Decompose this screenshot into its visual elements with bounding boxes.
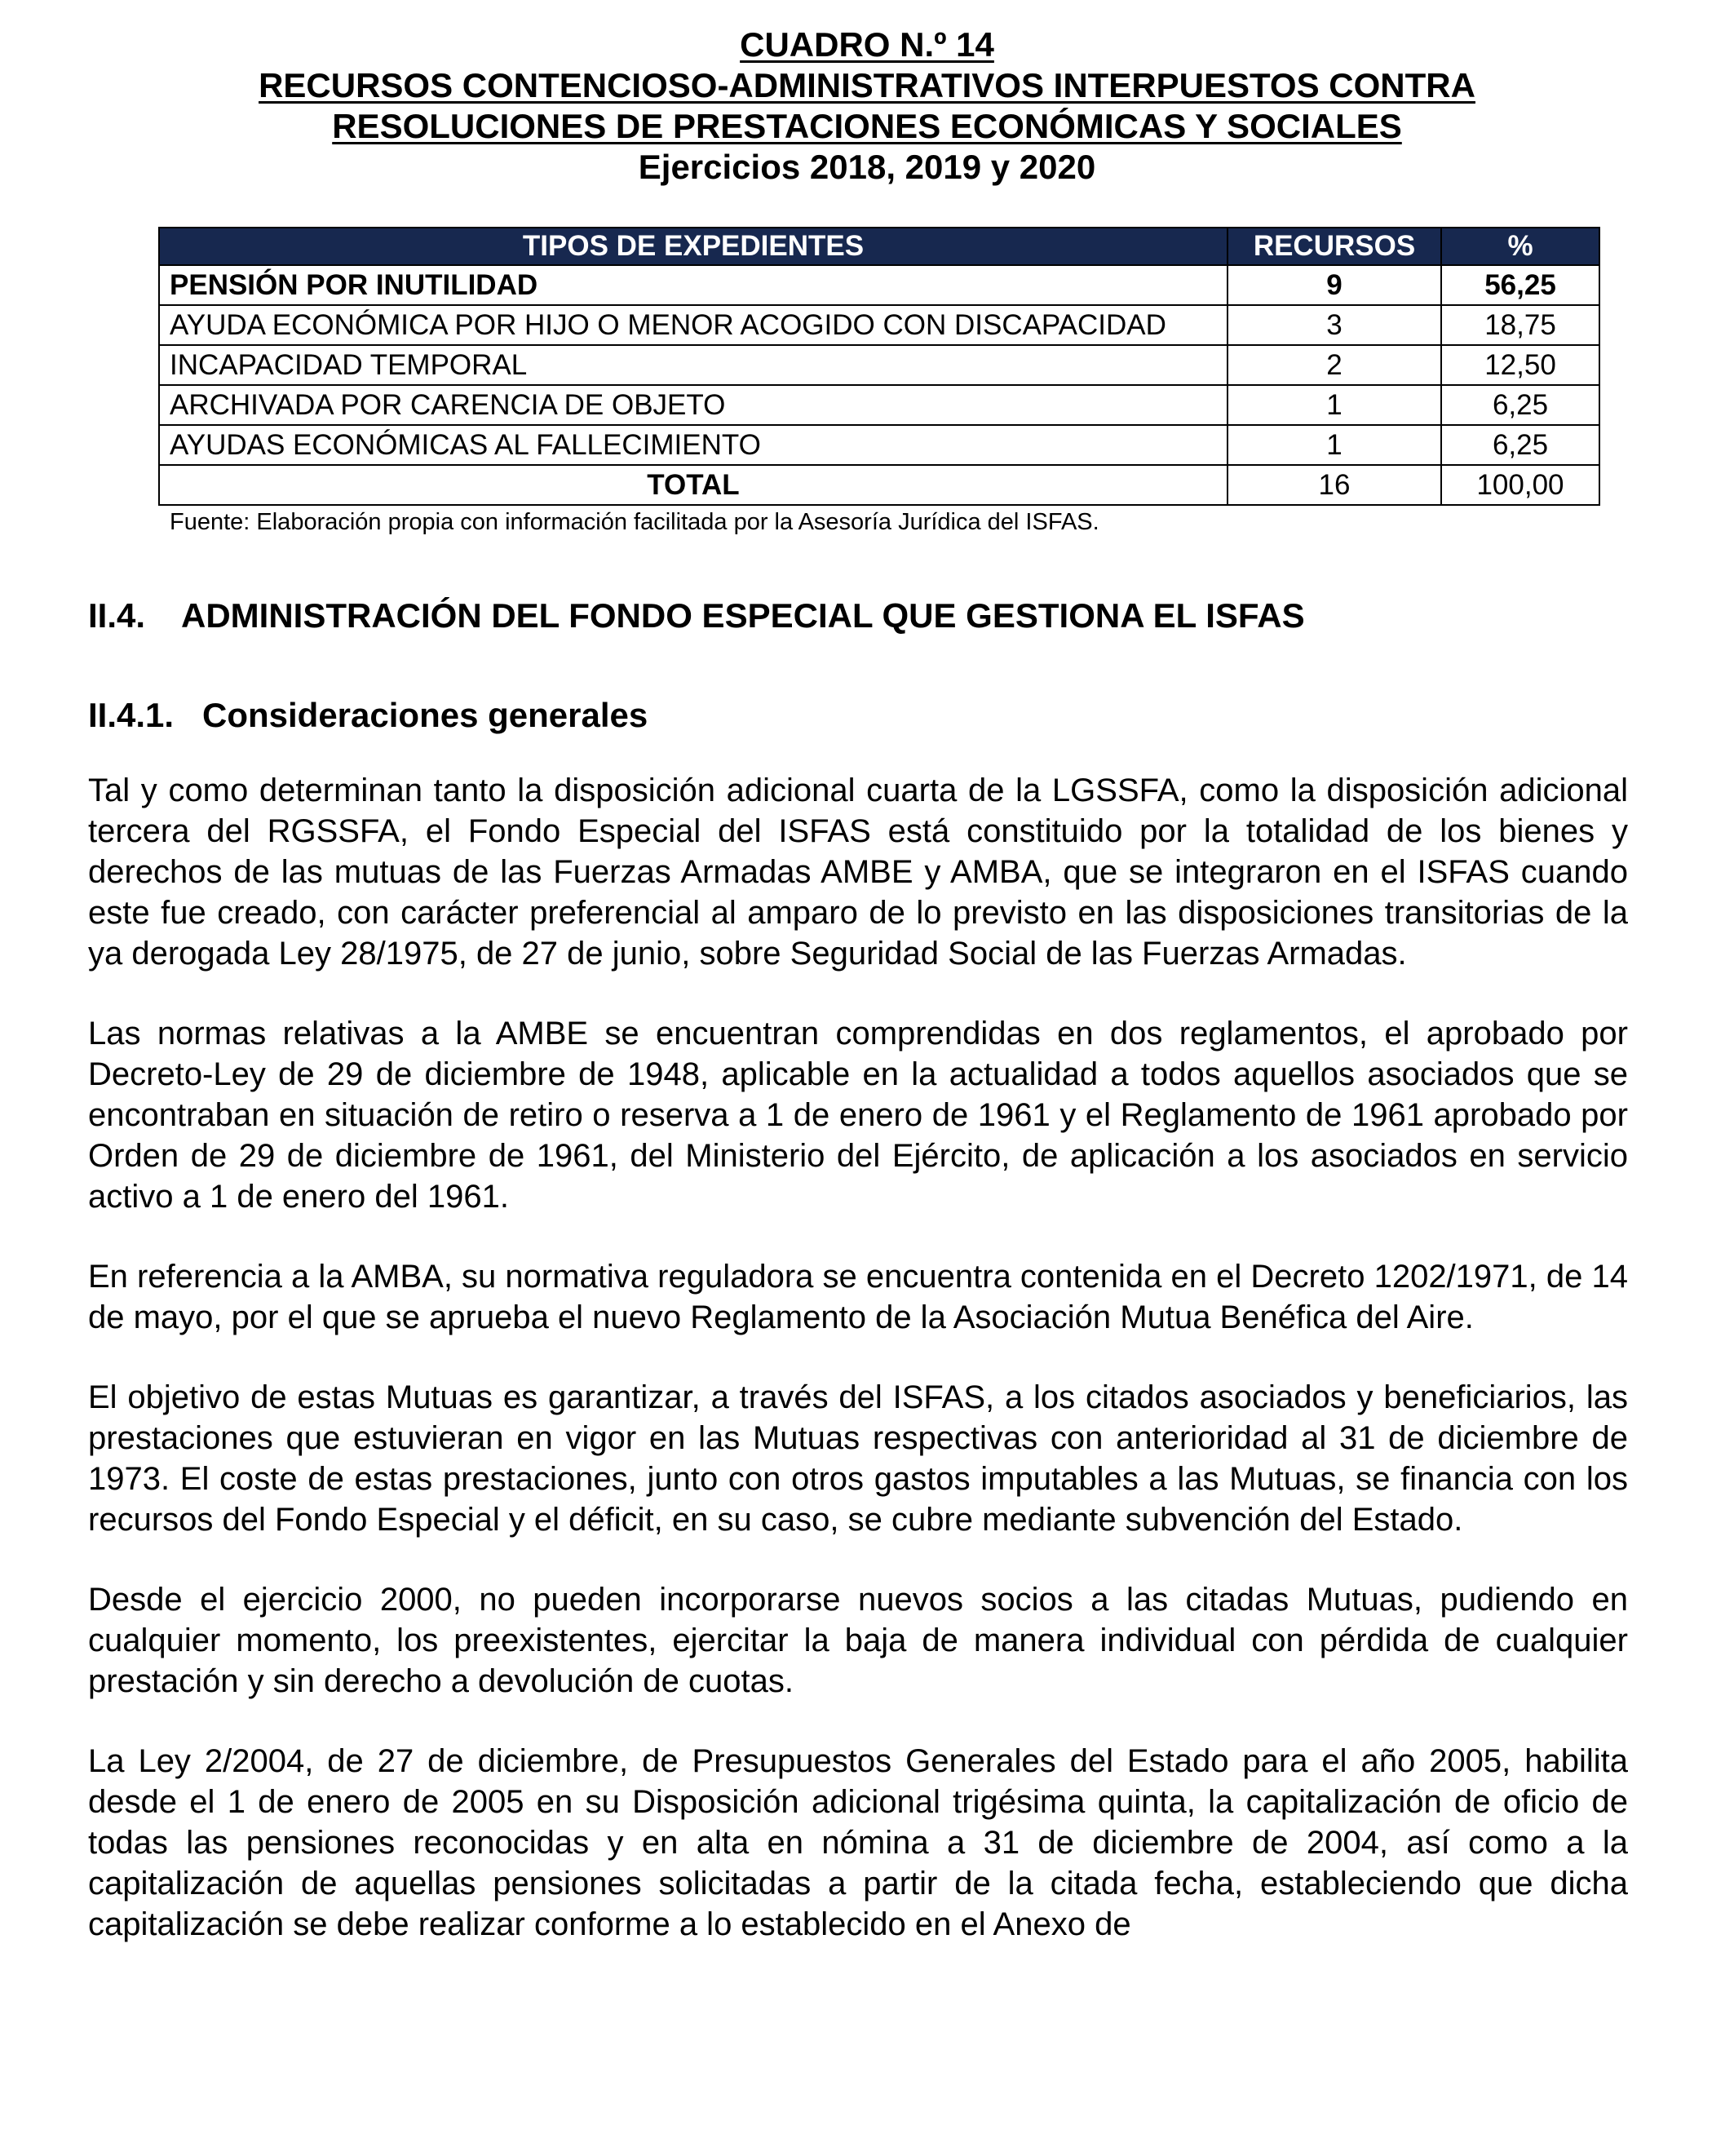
cell-percent: 6,25 (1441, 385, 1599, 425)
table-row (159, 305, 1599, 345)
table-header-row (159, 228, 1599, 265)
cell-percent: 56,25 (1441, 265, 1599, 305)
cell-recursos: 1 (1228, 385, 1441, 425)
cell-recursos: 1 (1228, 425, 1441, 465)
table-title-block (0, 24, 1734, 188)
section-number: II.4. (88, 596, 146, 635)
table-source-note: Fuente: Elaboración propia con información facilitada por la Asesoría Jurídica del ISFAS. (170, 509, 1099, 535)
cuadro-title-line-1: RECURSOS CONTENCIOSO-ADMINISTRATIVOS INTERPUESTOS CONTRA (259, 66, 1475, 104)
paragraph: El objetivo de estas Mutuas es garantizar, a través del ISFAS, a los citados asociados y beneficiarios, las prestaciones que estuvieran en vigor en las Mutuas respectivas con anterioridad al 31 de diciembre de 1973. El coste de estas prestaciones, junto con otros gastos imputables a las Mutuas, se financia con los recursos del Fondo Especial y el déficit, en su caso, se cubre mediante subvención del Estado. (88, 1379, 1628, 1538)
paragraph: La Ley 2/2004, de 27 de diciembre, de Presupuestos Generales del Estado para el año 2005, habilita desde el 1 de enero de 2005 en su Disposición adicional trigésima quinta, la capitalización de oficio de todas las pensiones reconocidas y en alta en nómina a 31 de diciembre de 2004, así como a la capitalización de aquellas pensiones solicitadas a partir de la citada fecha, estableciendo que dicha capitalización se debe realizar conforme a lo establecido en el Anexo de (88, 1743, 1628, 1942)
cell-tipo: INCAPACIDAD TEMPORAL (159, 345, 1228, 385)
table-total-row (159, 465, 1599, 505)
recursos-table (158, 227, 1600, 506)
cuadro-title-line-2: RESOLUCIONES DE PRESTACIONES ECONÓMICAS Y SOCIALES (332, 107, 1402, 145)
cell-percent: 18,75 (1441, 305, 1599, 345)
cell-percent: 12,50 (1441, 345, 1599, 385)
body-text (88, 770, 1628, 1984)
header-tipos: TIPOS DE EXPEDIENTES (159, 228, 1228, 265)
table-row (159, 425, 1599, 465)
total-percent: 100,00 (1441, 465, 1599, 505)
table-row (159, 385, 1599, 425)
cell-recursos: 9 (1228, 265, 1441, 305)
paragraph: En referencia a la AMBA, su normativa reguladora se encuentra contenida en el Decreto 1202/1971, de 14 de mayo, por el que se aprueba el nuevo Reglamento de la Asociación Mutua Benéfica del Aire. (88, 1259, 1628, 1335)
cell-tipo: PENSIÓN POR INUTILIDAD (159, 265, 1228, 305)
section-heading (88, 595, 1305, 636)
section-title: ADMINISTRACIÓN DEL FONDO ESPECIAL QUE GESTIONA EL ISFAS (181, 596, 1305, 635)
cell-tipo: AYUDA ECONÓMICA POR HIJO O MENOR ACOGIDO CON DISCAPACIDAD (159, 305, 1228, 345)
cuadro-number: CUADRO N.º 14 (740, 25, 994, 64)
cell-tipo: AYUDAS ECONÓMICAS AL FALLECIMIENTO (159, 425, 1228, 465)
header-percent: % (1441, 228, 1599, 265)
total-recursos: 16 (1228, 465, 1441, 505)
total-label: TOTAL (159, 465, 1228, 505)
cell-recursos: 3 (1228, 305, 1441, 345)
cell-percent: 6,25 (1441, 425, 1599, 465)
subsection-heading (88, 695, 648, 736)
paragraph: Desde el ejercicio 2000, no pueden incorporarse nuevos socios a las citadas Mutuas, pudiendo en cualquier momento, los preexistentes, ejercitar la baja de manera individual con pérdida de cualquier prestación y sin derecho a devolución de cuotas. (88, 1582, 1628, 1699)
cuadro-subtitle: Ejercicios 2018, 2019 y 2020 (638, 148, 1096, 186)
table-row (159, 345, 1599, 385)
cell-tipo: ARCHIVADA POR CARENCIA DE OBJETO (159, 385, 1228, 425)
subsection-number: II.4.1. (88, 696, 175, 734)
table-row (159, 265, 1599, 305)
paragraph: Las normas relativas a la AMBE se encuentran comprendidas en dos reglamentos, el aprobado por Decreto-Ley de 29 de diciembre de 1948, aplicable en la actualidad a todos aquellos asociados que se encontraban en situación de retiro o reserva a 1 de enero de 1961 y el Reglamento de 1961 aprobado por Orden de 29 de diciembre de 1961, del Ministerio del Ejército, de aplicación a los asociados en servicio activo a 1 de enero del 1961. (88, 1016, 1628, 1215)
header-recursos: RECURSOS (1228, 228, 1441, 265)
subsection-title: Consideraciones generales (202, 696, 648, 734)
paragraph: Tal y como determinan tanto la disposición adicional cuarta de la LGSSFA, como la disposición adicional tercera del RGSSFA, el Fondo Especial del ISFAS está constituido por la totalidad de los bienes y derechos de las mutuas de las Fuerzas Armadas AMBE y AMBA, que se integraron en el ISFAS cuando este fue creado, con carácter preferencial al amparo de lo previsto en las disposiciones transitorias de la ya derogada Ley 28/1975, de 27 de junio, sobre Seguridad Social de las Fuerzas Armadas. (88, 773, 1628, 972)
cell-recursos: 2 (1228, 345, 1441, 385)
